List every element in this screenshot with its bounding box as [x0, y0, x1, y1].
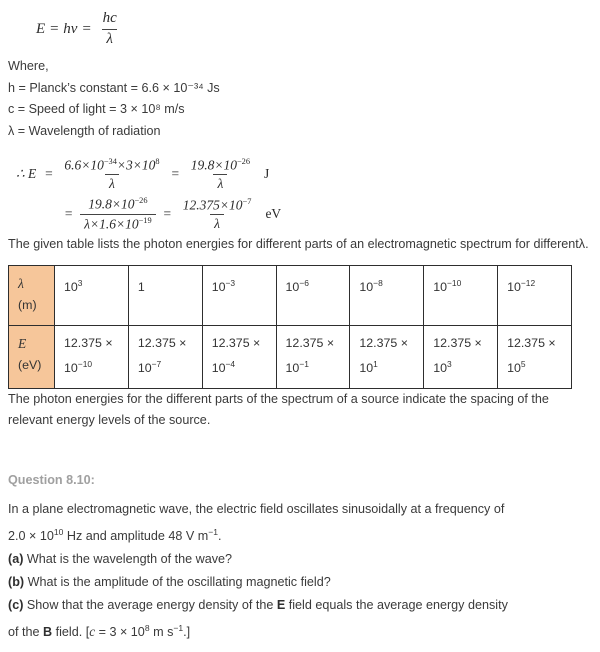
- sentence-period: .: [218, 529, 222, 544]
- table-cell: [498, 326, 572, 389]
- speed-of-light-symbol: c: [89, 624, 96, 640]
- constant-wavelength-line: λ = Wavelength of radiation: [8, 123, 161, 138]
- amplitude-unit-exponent: −1: [208, 527, 219, 538]
- speed-unit-exponent: −1: [173, 623, 184, 634]
- cell-exponent: 3: [77, 278, 83, 288]
- fraction-denominator: [80, 214, 156, 232]
- row-unit: (eV): [18, 358, 42, 372]
- fraction-hc-lambda: [99, 10, 121, 48]
- cell-mantissa: 10: [64, 280, 78, 295]
- numerator-exponent: −26: [134, 196, 148, 206]
- table-cell: [202, 266, 276, 326]
- table-cell: [350, 266, 424, 326]
- fraction-denominator: λ: [102, 29, 117, 48]
- cell-mantissa: 1: [137, 280, 145, 295]
- frequency-exponent: 10: [53, 527, 64, 538]
- equation-planck-relation: [36, 12, 592, 46]
- fraction-numerator: [187, 157, 254, 174]
- question-part-b: [8, 571, 592, 594]
- cell-mantissa: 10: [359, 280, 374, 295]
- table-cell: [55, 266, 129, 326]
- frequency-value: 2.0 × 10: [8, 529, 54, 544]
- numerator-exponent-a: −34: [103, 156, 117, 166]
- cell-mantissa: 12.375 × 10: [359, 336, 408, 376]
- table-cell: [128, 326, 202, 389]
- cell-exponent: −7: [151, 359, 162, 369]
- where-heading: Where,: [8, 59, 49, 73]
- equation-lhs: E: [36, 20, 46, 37]
- equation-derivation: [8, 154, 592, 234]
- equals-sign-2: =: [170, 166, 180, 181]
- part-c-text-6: m s: [149, 625, 174, 640]
- table-cell: [128, 266, 202, 326]
- fraction-numerator: [179, 197, 256, 214]
- part-text-a: What is the wavelength of the wave?: [23, 552, 233, 567]
- table-cell: [276, 326, 350, 389]
- equals-sign: =: [44, 166, 54, 181]
- unit-electronvolt: eV: [265, 206, 282, 221]
- equals-sign-2: =: [81, 20, 92, 37]
- cell-exponent: −12: [520, 278, 536, 288]
- part-label-c: (c): [8, 598, 24, 613]
- row-symbol: E: [18, 336, 27, 351]
- numerator-exponent: −7: [242, 196, 252, 206]
- table-cell: [350, 326, 424, 389]
- cell-mantissa: 10: [433, 280, 448, 295]
- numerator-mantissa: 12.375×10: [182, 197, 243, 213]
- where-block: [8, 56, 592, 142]
- fraction-denominator: λ: [210, 214, 224, 232]
- denominator-exponent: −19: [138, 215, 152, 225]
- question-heading: Question 8.10:: [8, 473, 95, 488]
- numerator-mantissa: 19.8×10: [88, 196, 135, 212]
- row-symbol: λ: [18, 276, 24, 291]
- table-row: [9, 326, 572, 389]
- table-cell: [202, 326, 276, 389]
- table-cell: [276, 266, 350, 326]
- cell-mantissa: 10: [211, 280, 226, 295]
- cell-exponent: −10: [77, 359, 93, 369]
- part-text-b: What is the amplitude of the oscillating magnetic field?: [24, 575, 331, 590]
- field-symbol-B: B: [43, 625, 53, 640]
- equals-sign: =: [49, 20, 60, 37]
- paragraph-before-table: The given table lists the photon energies for different parts of an electromagnetic spectrum for differentλ.: [8, 237, 589, 251]
- row-unit: (m): [18, 298, 37, 312]
- fraction-energy-ev-first: [80, 196, 156, 231]
- speed-exponent: 8: [144, 623, 150, 634]
- equals-sign-2: =: [162, 206, 172, 221]
- constant-speed-of-light-line: c = Speed of light = 3 × 10⁸ m/s: [8, 102, 185, 116]
- equals-sign: =: [64, 206, 74, 221]
- photon-energy-table: [8, 265, 572, 389]
- row-header-wavelength: [9, 266, 55, 326]
- numerator-exponent: −26: [236, 156, 251, 166]
- fraction-energy-ev-second: [179, 197, 256, 232]
- h-nu-term: hν: [63, 20, 78, 37]
- fraction-numerator: hc: [102, 10, 117, 27]
- cell-exponent: −10: [447, 278, 462, 288]
- numerator-part-b: ×3×10: [116, 157, 156, 173]
- cell-exponent: −4: [225, 359, 236, 369]
- question-stem-line-1: In a plane electromagnetic wave, the electric field oscillates sinusoidally at a frequency of: [8, 502, 505, 517]
- cell-mantissa: 12.375 × 10: [433, 336, 482, 376]
- fraction-denominator: λ: [105, 174, 119, 192]
- part-c-text-7: .]: [183, 625, 191, 640]
- part-c-text-2: field equals the average energy density: [285, 598, 508, 613]
- question-part-c: [8, 594, 592, 617]
- fraction-energy-joule-second: [187, 157, 254, 192]
- numerator-part-a: 6.6×10: [64, 157, 104, 173]
- question-stem-line-2: [8, 521, 592, 548]
- amplitude-text: Hz and amplitude 48 V m: [63, 529, 209, 544]
- therefore-E: ∴ E: [16, 166, 37, 181]
- question-body: [8, 498, 592, 644]
- fraction-denominator: λ: [213, 174, 227, 192]
- fraction-energy-joule-first: [60, 157, 163, 192]
- field-symbol-E: E: [276, 598, 286, 613]
- row-header-energy: [9, 326, 55, 389]
- derivation-line-2: [60, 194, 592, 234]
- cell-exponent: 5: [520, 359, 526, 369]
- fraction-numerator: [84, 196, 151, 213]
- cell-mantissa: 12.375 × 10: [137, 336, 187, 376]
- cell-exponent: 3: [447, 359, 452, 369]
- table-cell: [424, 326, 498, 389]
- cell-mantissa: 10: [285, 280, 300, 295]
- question-part-c-cont: [8, 617, 592, 644]
- part-label-b: (b): [8, 575, 25, 590]
- cell-mantissa: 12.375 × 10: [285, 336, 335, 376]
- cell-exponent: −3: [225, 278, 236, 288]
- cell-mantissa: 12.375 × 10: [211, 336, 261, 376]
- cell-mantissa: 12.375 × 10: [64, 336, 113, 376]
- cell-exponent: −6: [299, 278, 309, 288]
- unit-joule: J: [264, 166, 270, 181]
- table-cell: [55, 326, 129, 389]
- part-c-text-4: field. [: [52, 625, 90, 640]
- cell-exponent: −1: [299, 359, 309, 369]
- table-cell: [424, 266, 498, 326]
- paragraph-after-table: The photon energies for the different parts of the spectrum of a source indicate the spacing of the relevant energy levels of the source.: [8, 392, 549, 428]
- table-row: [9, 266, 572, 326]
- derivation-line-1: [16, 154, 592, 194]
- cell-mantissa: 12.375 × 10: [507, 336, 556, 376]
- fraction-numerator: [60, 157, 163, 174]
- numerator-mantissa: 19.8×10: [190, 157, 237, 173]
- part-c-text-3: of the: [8, 625, 44, 640]
- cell-mantissa: 10: [507, 280, 521, 295]
- table-cell: [498, 266, 572, 326]
- document-page: [0, 12, 600, 645]
- part-label-a: (a): [8, 552, 24, 567]
- part-c-text-5: = 3 × 10: [95, 625, 145, 640]
- cell-exponent: −8: [373, 278, 383, 288]
- cell-exponent: 1: [373, 359, 378, 369]
- question-part-a: [8, 548, 592, 571]
- numerator-exponent-b: 8: [155, 156, 160, 166]
- part-c-text-1: Show that the average energy density of the: [23, 598, 277, 613]
- denominator-mantissa: λ×1.6×10: [84, 216, 139, 231]
- constant-planck-line: h = Planck’s constant = 6.6 × 10⁻³⁴ Js: [8, 80, 220, 95]
